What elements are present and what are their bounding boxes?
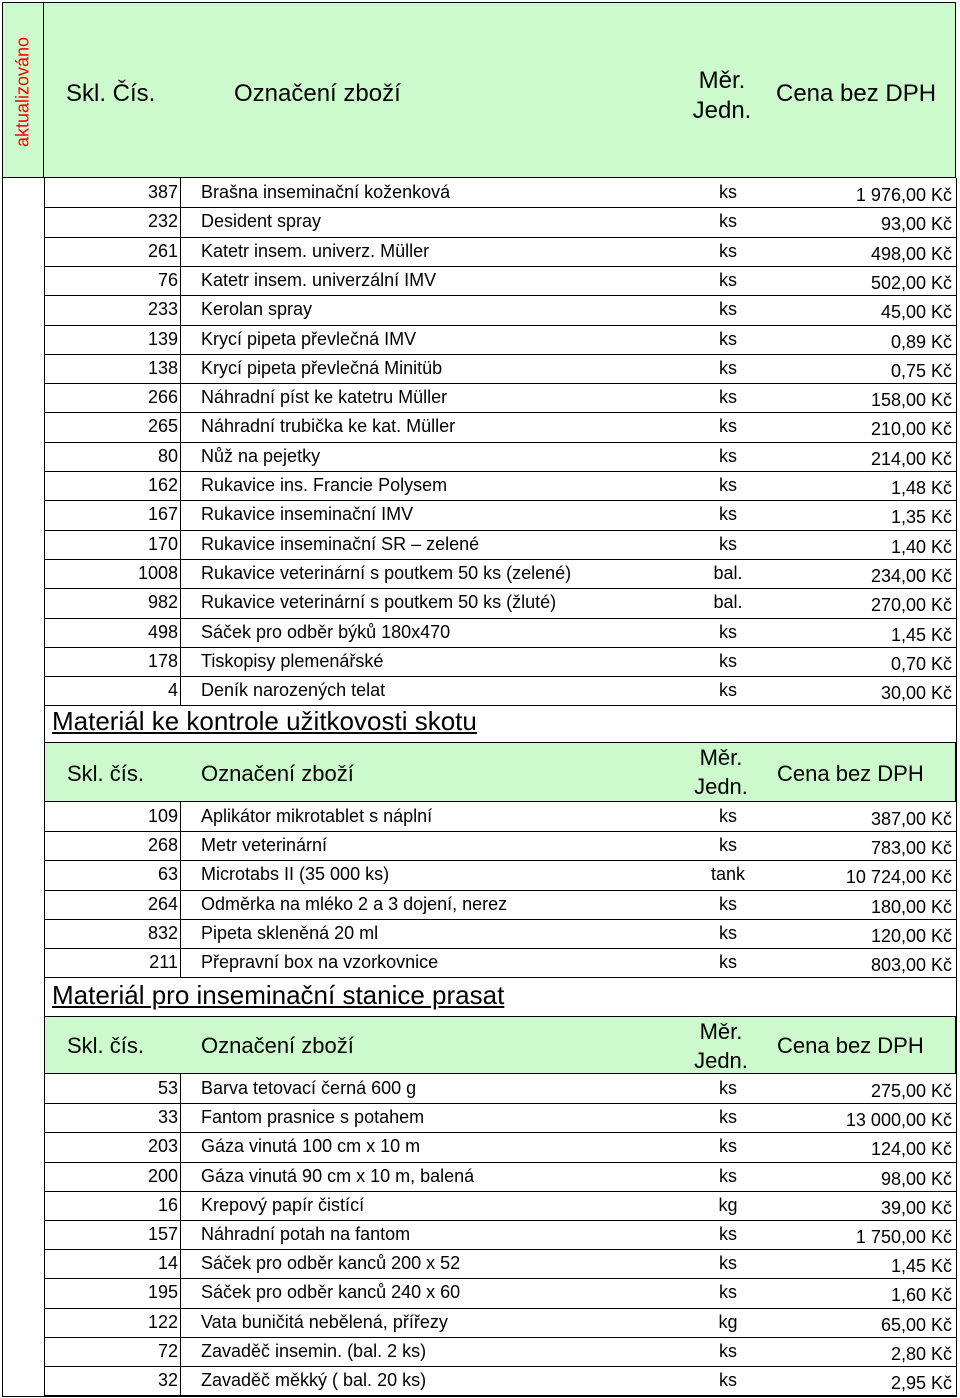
item-price: 1,45 Kč [890, 624, 952, 645]
item-code: 72 [157, 1340, 178, 1361]
item-name: Zavaděč měkký ( bal. 20 ks) [201, 1370, 427, 1390]
row-divider [44, 977, 956, 978]
item-code: 170 [147, 533, 178, 554]
item-name: Sáček pro odběr kanců 240 x 60 [201, 1282, 461, 1303]
item-code: 16 [157, 1194, 178, 1215]
item-price: 30,00 Kč [880, 683, 952, 704]
item-unit: ks [719, 650, 737, 671]
section-3-header [44, 1016, 956, 1074]
item-price: 1,35 Kč [890, 507, 952, 528]
item-unit: ks [719, 1340, 737, 1361]
item-name: Katetr insem. univerzální IMV [201, 269, 437, 290]
section-2-header-price: Cena bez DPH [777, 761, 924, 786]
section-2-header-unit-line2: Jedn. [694, 774, 748, 799]
item-name: Gáza vinutá 100 cm x 10 m [201, 1136, 421, 1157]
item-name: Brašna inseminační koženková [201, 182, 451, 202]
item-code: 138 [147, 357, 178, 378]
item-code: 139 [147, 328, 178, 349]
item-unit: ks [719, 922, 737, 943]
item-price: 270,00 Kč [870, 595, 952, 616]
item-name: Rukavice ins. Francie Polysem [201, 475, 448, 495]
item-code: 76 [157, 269, 178, 290]
item-unit: ks [719, 299, 737, 320]
item-code: 832 [147, 922, 178, 943]
item-name: Rukavice inseminační IMV [201, 504, 414, 525]
item-price: 275,00 Kč [870, 1081, 952, 1101]
item-unit: ks [719, 806, 737, 826]
item-unit: ks [719, 1136, 737, 1157]
item-price: 387,00 Kč [870, 809, 952, 829]
item-code: 157 [147, 1224, 178, 1244]
item-unit: ks [719, 475, 737, 495]
item-price: 1,45 Kč [890, 1256, 952, 1277]
item-unit: ks [719, 1253, 737, 1274]
code-column-divider [180, 802, 181, 977]
left-border [2, 178, 3, 1396]
header-code: Skl. Čís. [66, 80, 156, 107]
code-column-divider [180, 1074, 181, 1395]
item-name: Gáza vinutá 90 cm x 10 m, balená [201, 1165, 475, 1186]
item-unit: ks [719, 1078, 737, 1098]
item-unit: ks [719, 1282, 737, 1303]
section-3-title: Materiál pro inseminační stanice prasat [52, 980, 505, 1010]
item-name: Krepový papír čistící [201, 1194, 365, 1215]
item-code: 4 [167, 680, 178, 701]
item-code: 195 [147, 1282, 178, 1303]
item-price: 502,00 Kč [870, 272, 952, 293]
header-unit-line2: Jedn. [692, 97, 752, 124]
item-price: 0,70 Kč [890, 653, 952, 674]
section-3-header-unit-line2: Jedn. [694, 1048, 748, 1073]
section-2-header-unit-line1: Měr. [699, 745, 743, 770]
section-2-title: Materiál ke kontrole užitkovosti skotu [52, 706, 477, 736]
header-price: Cena bez DPH [776, 80, 937, 107]
item-price: 498,00 Kč [870, 243, 952, 264]
item-code: 63 [157, 864, 178, 885]
item-code: 211 [149, 952, 178, 972]
item-price: 1,40 Kč [890, 536, 952, 557]
item-name: Náhradní píst ke katetru Müller [201, 387, 448, 408]
item-name: Aplikátor mikrotablet s náplní [201, 806, 433, 826]
item-code: 33 [157, 1107, 178, 1128]
section-2-header-unit [685, 743, 757, 801]
item-price: 39,00 Kč [880, 1197, 952, 1218]
section-3-header-code: Skl. čís. [67, 1033, 145, 1058]
item-code: 268 [147, 835, 178, 856]
item-unit: ks [719, 1370, 737, 1390]
left-gutter-border [44, 178, 45, 1396]
section-3-header-price: Cena bez DPH [777, 1033, 924, 1058]
status-cell [2, 2, 44, 178]
item-unit: ks [719, 357, 737, 378]
item-unit: ks [719, 445, 737, 466]
item-price: 0,89 Kč [890, 331, 952, 352]
item-code: 203 [147, 1136, 178, 1157]
item-price: 158,00 Kč [870, 390, 952, 411]
item-unit: ks [719, 621, 737, 642]
item-name: Microtabs II (35 000 ks) [201, 864, 390, 885]
item-price: 10 724,00 Kč [845, 867, 952, 888]
item-name: Deník narozených telat [201, 680, 386, 701]
item-name: Pipeta skleněná 20 ml [201, 922, 379, 943]
item-unit: tank [710, 864, 746, 885]
item-price: 1 976,00 Kč [855, 185, 952, 205]
right-border [956, 178, 957, 1396]
item-price: 1,48 Kč [890, 478, 952, 498]
item-code: 122 [147, 1311, 178, 1332]
item-code: 232 [147, 211, 178, 232]
item-unit: ks [719, 893, 737, 914]
item-name: Rukavice inseminační SR – zelené [201, 533, 480, 554]
item-unit: ks [719, 952, 737, 972]
item-price: 65,00 Kč [880, 1314, 952, 1335]
item-price: 45,00 Kč [880, 302, 952, 323]
item-code: 14 [157, 1253, 178, 1274]
item-name: Fantom prasnice s potahem [201, 1107, 425, 1128]
item-unit: ks [719, 387, 737, 408]
item-unit: bal. [713, 562, 743, 583]
item-name: Tiskopisy plemenářské [201, 650, 384, 671]
item-unit: ks [719, 328, 737, 349]
item-price: 1,60 Kč [890, 1285, 952, 1306]
item-unit: bal. [713, 592, 743, 613]
header-name: Označení zboží [234, 80, 401, 107]
item-name: Zavaděč insemin. (bal. 2 ks) [201, 1340, 427, 1361]
item-unit: ks [719, 680, 737, 701]
item-code: 32 [157, 1370, 178, 1390]
code-column-divider [180, 178, 181, 705]
item-unit: ks [719, 1224, 737, 1244]
item-price: 124,00 Kč [870, 1139, 952, 1160]
item-name: Náhradní trubička ke kat. Müller [201, 416, 456, 437]
item-unit: ks [719, 533, 737, 554]
item-name: Vata buničitá nebělená, přířezy [201, 1311, 448, 1332]
item-code: 162 [147, 475, 178, 495]
item-code: 1008 [137, 562, 178, 583]
item-name: Odměrka na mléko 2 a 3 dojení, nerez [201, 893, 508, 914]
bottom-border [2, 1396, 957, 1397]
item-unit: ks [719, 504, 737, 525]
item-price: 214,00 Kč [870, 448, 952, 469]
item-unit: ks [719, 416, 737, 437]
section-2-header [44, 742, 956, 802]
item-code: 264 [147, 893, 178, 914]
item-unit: ks [719, 211, 737, 232]
item-unit: kg [718, 1194, 738, 1215]
item-name: Barva tetovací černá 600 g [201, 1078, 417, 1098]
item-price: 1 750,00 Kč [855, 1227, 952, 1247]
item-code: 387 [147, 182, 178, 202]
item-name: Rukavice veterinární s poutkem 50 ks (žluté) [201, 592, 557, 613]
item-name: Krycí pipeta převlečná IMV [201, 328, 417, 349]
section-2-header-name: Označení zboží [201, 761, 354, 786]
item-price: 0,75 Kč [890, 360, 952, 381]
item-code: 498 [147, 621, 178, 642]
section-3-header-unit [685, 1017, 757, 1075]
item-code: 178 [147, 650, 178, 671]
header-unit [686, 66, 758, 126]
item-price: 783,00 Kč [870, 838, 952, 859]
item-code: 266 [147, 387, 178, 408]
item-code: 982 [147, 592, 178, 613]
item-name: Krycí pipeta převlečná Minitüb [201, 357, 443, 378]
item-code: 200 [147, 1165, 178, 1186]
item-unit: ks [719, 1107, 737, 1128]
item-price: 2,95 Kč [890, 1373, 952, 1393]
item-name: Desident spray [201, 211, 322, 232]
item-name: Metr veterinární [201, 835, 328, 856]
item-name: Sáček pro odběr býků 180x470 [201, 621, 451, 642]
item-name: Sáček pro odběr kanců 200 x 52 [201, 1253, 461, 1274]
item-name: Náhradní potah na fantom [201, 1224, 411, 1244]
item-price: 120,00 Kč [870, 925, 952, 946]
item-unit: kg [718, 1311, 738, 1332]
item-name: Přepravní box na vzorkovnice [201, 952, 439, 972]
item-unit: ks [719, 240, 737, 261]
item-code: 265 [147, 416, 178, 437]
item-price: 180,00 Kč [870, 896, 952, 917]
section-2-header-code: Skl. čís. [67, 761, 145, 786]
item-price: 234,00 Kč [870, 565, 952, 586]
item-code: 233 [147, 299, 178, 320]
header-unit-line1: Měr. [698, 67, 746, 94]
item-price: 2,80 Kč [890, 1343, 952, 1364]
item-price: 13 000,00 Kč [845, 1110, 952, 1131]
item-unit: ks [719, 269, 737, 290]
section-3-header-name: Označení zboží [201, 1033, 354, 1058]
item-code: 167 [147, 504, 178, 525]
item-name: Rukavice veterinární s poutkem 50 ks (zelené) [201, 562, 572, 583]
item-name: Katetr insem. univerz. Müller [201, 240, 430, 261]
section-3-header-unit-line1: Měr. [699, 1019, 743, 1044]
item-name: Nůž na pejetky [201, 445, 321, 466]
item-code: 109 [147, 806, 178, 826]
item-unit: ks [719, 835, 737, 856]
status-vertical-label: aktualizováno [12, 36, 33, 148]
item-price: 93,00 Kč [880, 214, 952, 235]
item-code: 80 [157, 445, 178, 466]
item-price: 803,00 Kč [870, 955, 952, 975]
item-name: Kerolan spray [201, 299, 313, 320]
item-code: 53 [157, 1078, 178, 1098]
item-price: 98,00 Kč [880, 1168, 952, 1189]
item-unit: ks [719, 1165, 737, 1186]
item-price: 210,00 Kč [870, 419, 952, 440]
item-code: 261 [147, 240, 178, 261]
item-unit: ks [719, 182, 737, 202]
